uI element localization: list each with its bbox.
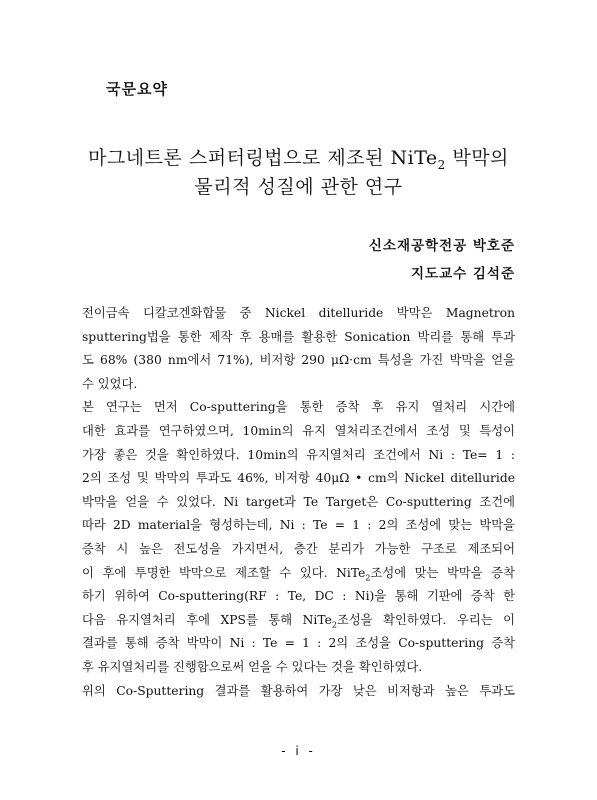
advisor-line: 지도교수 김석준 (411, 266, 515, 282)
body-line: sputtering법을 통한 제작 후 용매를 활용한 Sonication 박리를 통해 투과 (82, 329, 515, 344)
thesis-title-line-1: 마그네트론 스퍼터링법으로 제조된 NiTe$_2$ 박막의 (88, 147, 509, 172)
body-line: 대한 효과를 연구하였으며, 10min의 유지 열처리조건에서 조성 및 특성이 (82, 423, 515, 438)
body-line: 본 연구는 먼저 Co-sputtering을 통한 증착 후 유지 열처리 시간에 (82, 400, 515, 415)
body-line: 가장 좋은 것을 확인하였다. 10min의 유지열처리 조건에서 Ni : Te= 1 : (82, 447, 515, 462)
body-line: 위의 Co-Sputtering 결과를 활용하여 가장 낮은 비저항과 높은 투과도 (82, 683, 515, 698)
page-number: - i - (281, 744, 316, 758)
body-line: 수 있었다. (82, 376, 138, 391)
body-line: 따라 2D material을 형성하는데, Ni : Te = 1 : 2의 조성에 맞는 박막을 (82, 518, 515, 533)
section-label: 국문요약 (106, 80, 168, 98)
body-line: 전이금속 디칼코겐화합물 중 Nickel ditelluride 박막은 Magnetron (82, 306, 515, 320)
body-line: 다음 유지열처리 후에 XPS를 통해 NiTe$_2$조성을 확인하였다. 우리는 이 (82, 612, 515, 630)
body-line: 박막을 얻을 수 있었다. Ni target과 Te Target은 Co-sputtering 조건에 (82, 494, 515, 509)
body-line: 결과를 통해 증착 박막이 Ni : Te = 1 : 2의 조성을 Co-sputtering 증착 (82, 636, 515, 651)
thesis-title-line-2: 물리적 성질에 관한 연구 (194, 176, 403, 198)
body-line: 증착 시 높은 전도성을 가지면서, 층간 분리가 가능한 구조로 제조되어 (82, 541, 515, 556)
body-line: 2의 조성 및 박막의 투과도 46%, 비저항 40μΩ • cm의 Nickel ditelluride (82, 471, 515, 486)
body-line: 하기 위하여 Co-sputtering(RF : Te, DC : Ni)을 통해 기판에 증착 한 (82, 589, 515, 604)
author-line: 신소재공학전공 박호준 (368, 238, 515, 254)
body-line: 후 유지열처리를 진행함으로써 얻을 수 있다는 것을 확인하였다. (82, 659, 423, 674)
body-line: 도 68% (380 nm에서 71%), 비저항 290 μΩ·cm 특성을 가진 박막을 얻을 (82, 353, 515, 368)
abstract-body (82, 302, 515, 703)
body-line: 이 후에 투명한 박막으로 제조할 수 있다. NiTe$_2$조성에 맞는 박막을 증착 (82, 565, 515, 582)
